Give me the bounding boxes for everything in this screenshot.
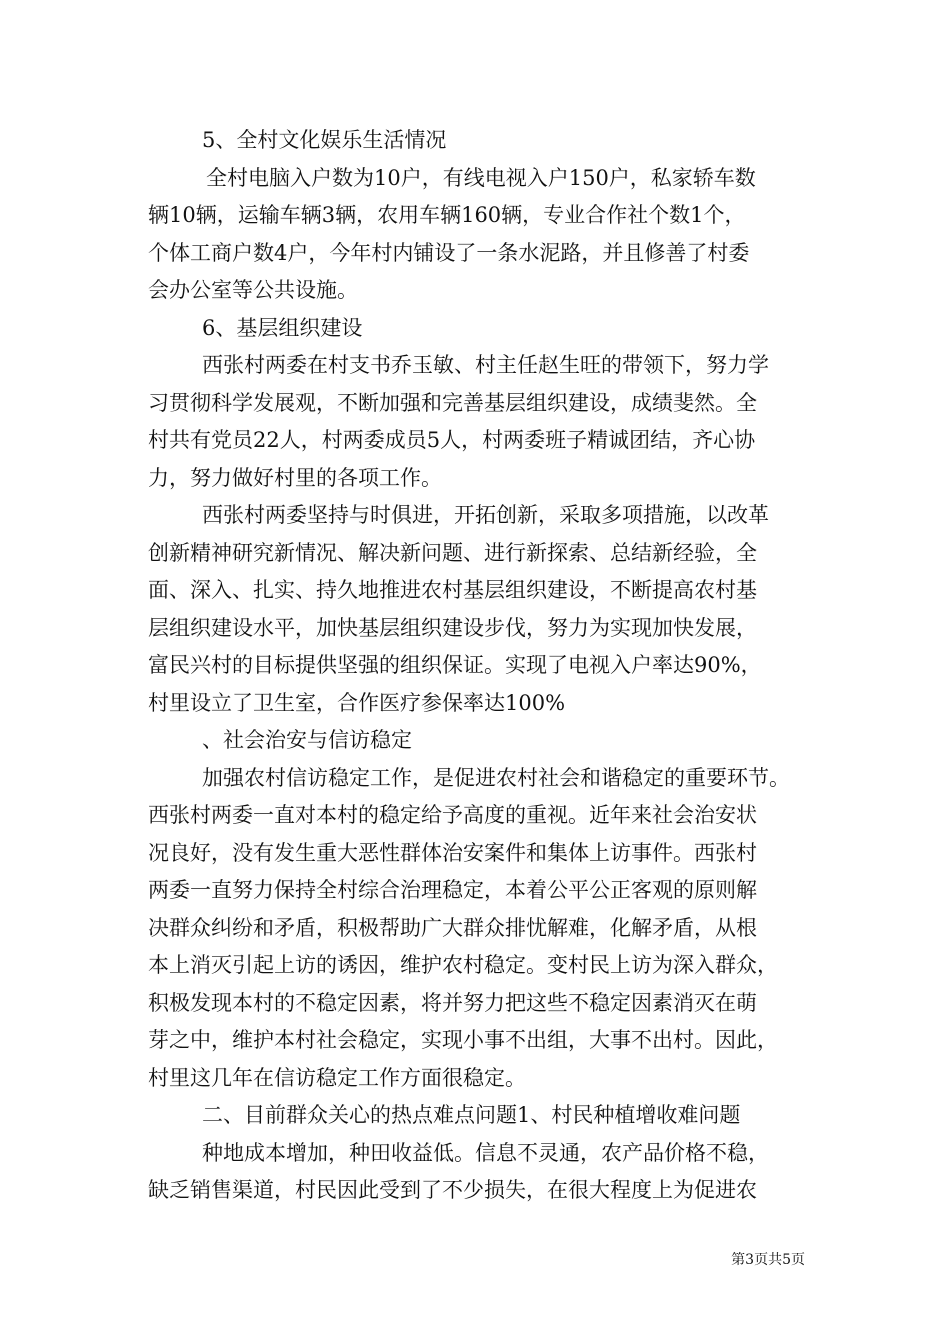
paragraph-line: 村共有党员22人，村两委成员5人，村两委班子精诚团结，齐心协 (148, 428, 756, 452)
paragraph-line: 富民兴村的目标提供坚强的组织保证。实现了电视入户率达90%， (148, 653, 762, 677)
section-heading-culture: 5、全村文化娱乐生活情况 (202, 128, 447, 152)
paragraph-line: 本上消灭引起上访的诱因，维护农村稳定。变村民上访为深入群众， (148, 953, 778, 977)
paragraph-line: 村里这几年在信访稳定工作方面很稳定。 (148, 1065, 526, 1090)
paragraph-line: 力，努力做好村里的各项工作。 (148, 465, 442, 490)
paragraph-line: 缺乏销售渠道，村民因此受到了不少损失，在很大程度上为促进农 (148, 1178, 757, 1202)
paragraph-line: 村里设立了卫生室，合作医疗参保率达100% (148, 690, 566, 715)
paragraph-line: 决群众纠纷和矛盾，积极帮助广大群众排忧解难，化解矛盾，从根 (148, 915, 757, 940)
paragraph-line: 芽之中，维护本村社会稳定，实现小事不出组，大事不出村。因此， (148, 1028, 778, 1052)
paragraph-line: 层组织建设水平，加快基层组织建设步伐，努力为实现加快发展， (148, 615, 757, 640)
paragraph-line: 个体工商户数4户，今年村内铺设了一条水泥路，并且修善了村委 (148, 240, 750, 265)
paragraph-line: 会办公室等公共设施。 (148, 278, 358, 302)
paragraph-line: 辆10辆，运输车辆3辆，农用车辆160辆，专业合作社个数1个， (148, 203, 746, 227)
paragraph-line: 种地成本增加，种田收益低。信息不灵通，农产品价格不稳， (202, 1140, 769, 1165)
document-body (148, 122, 820, 1210)
section-heading-organization: 6、基层组织建设 (202, 315, 363, 340)
paragraph-line: 习贯彻科学发展观，不断加强和完善基层组织建设，成绩斐然。全 (148, 390, 757, 415)
paragraph-line: 西张村两委坚持与时俱进，开拓创新，采取多项措施，以改革 (202, 503, 769, 527)
paragraph-line: 西张村两委在村支书乔玉敏、村主任赵生旺的带领下，努力学 (202, 353, 769, 377)
paragraph-line: 加强农村信访稳定工作，是促进农村社会和谐稳定的重要环节。 (202, 765, 790, 790)
paragraph-line: 西张村两委一直对本村的稳定给予高度的重视。近年来社会治安状 (148, 803, 757, 827)
paragraph-line: 两委一直努力保持全村综合治理稳定，本着公平公正客观的原则解 (148, 878, 757, 902)
section-heading-security: 、社会治安与信访稳定 (202, 728, 412, 752)
paragraph-line: 全村电脑入户数为10户，有线电视入户150户，私家轿车数 (206, 165, 756, 190)
page-number: 第3页共5页 (731, 1252, 805, 1268)
paragraph-line: 创新精神研究新情况、解决新问题、进行新探索、总结新经验，全 (148, 540, 757, 565)
paragraph-line: 况良好，没有发生重大恶性群体治安案件和集体上访事件。西张村 (148, 840, 757, 865)
paragraph-line: 积极发现本村的不稳定因素，将并努力把这些不稳定因素消灭在萌 (148, 990, 757, 1015)
paragraph-line: 面、深入、扎实、持久地推进农村基层组织建设，不断提高农村基 (148, 578, 757, 602)
section-heading-hot-issues: 二、目前群众关心的热点难点问题1、村民种植增收难问题 (202, 1103, 741, 1127)
